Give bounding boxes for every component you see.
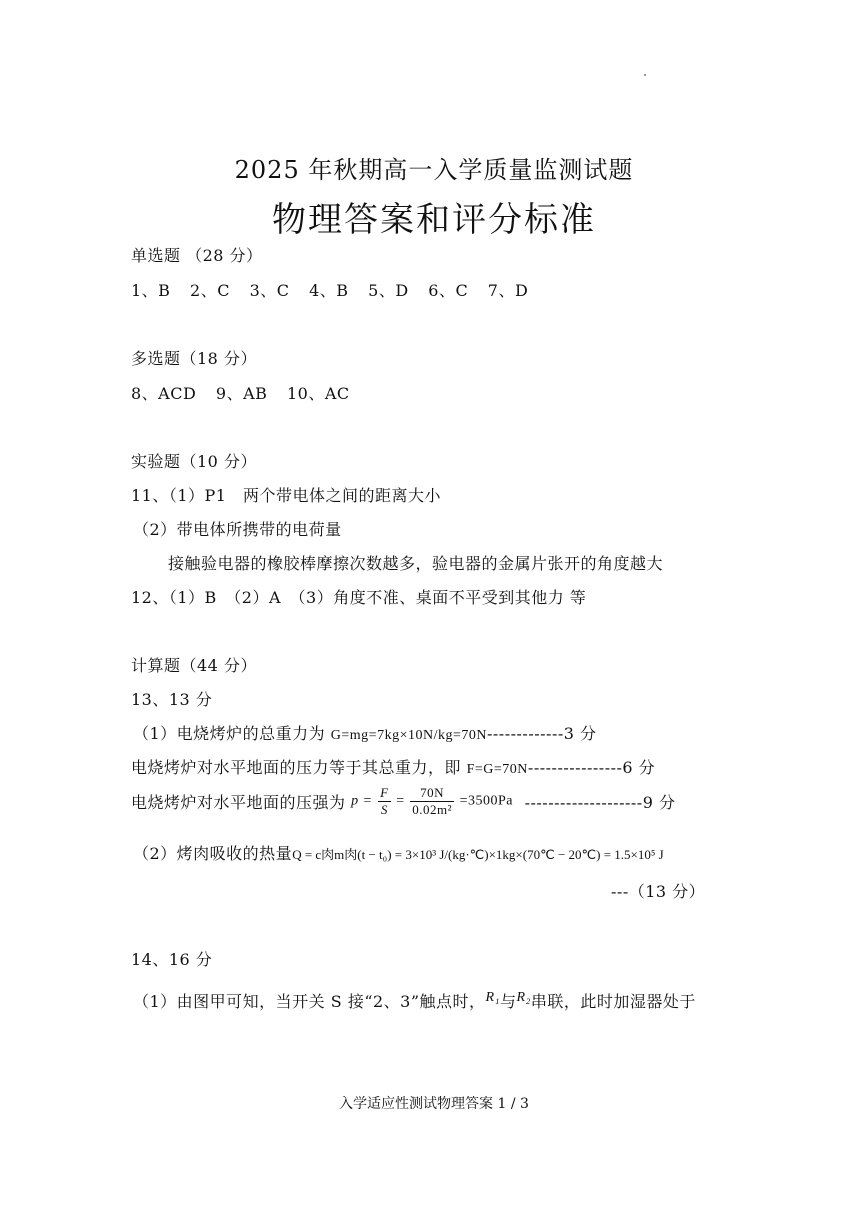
q13-pressure-symbol: p = — [351, 793, 373, 809]
q13-gravity-line — [133, 721, 597, 744]
answer-8: 8、ACD — [131, 384, 197, 403]
q13-heat-formula: Q = c肉m肉(t − t₀) = 3×10³ J/(kg·℃)×1kg×(70℃ − 20℃) = 1.5×10⁵ J — [292, 847, 664, 862]
q13-pressure-force-line — [131, 755, 655, 778]
fraction-numerator-70n: 70N — [410, 785, 454, 802]
fraction-numerator-f: F — [380, 785, 389, 800]
q13-heat-line — [133, 841, 664, 864]
q11-part1: 11、（1）P1 两个带电体之间的距离大小 — [131, 486, 441, 505]
calculation-header: 计算题（44 分） — [131, 656, 257, 675]
answer-6: 6、C — [428, 281, 469, 300]
answer-5: 5、D — [368, 281, 409, 300]
q13-force-text: 电烧烤炉对水平地面的压力等于其总重力，即 — [131, 758, 467, 777]
q12-answers: 12、（1）B （2）A （3）角度不准、桌面不平受到其他力 等 — [131, 588, 587, 607]
exam-title: 2025 年秋期高一入学质量监测试题 — [234, 156, 634, 184]
q13-pressure-text: 电烧烤炉对水平地面的压强为 — [131, 793, 346, 812]
q13-equals: = — [396, 793, 405, 809]
single-choice-answers — [131, 278, 528, 301]
fraction-denominator-area: 0.02m² — [412, 802, 452, 817]
answer-title: 物理答案和评分标准 — [272, 200, 596, 240]
answer-9: 9、AB — [215, 384, 268, 403]
single-choice-header: 单选题 （28 分） — [131, 246, 263, 265]
scan-dot — [644, 74, 646, 76]
q13-fraction-values — [410, 785, 454, 818]
q13-pressure-score: --------------------9 分 — [524, 793, 676, 812]
q13-gravity-text: （1）电烧烤炉的总重力为 — [133, 724, 331, 743]
q14-r2: R₂ — [516, 990, 531, 1005]
answer-10: 10、AC — [287, 384, 350, 403]
answer-7: 7、D — [487, 281, 529, 300]
q13-pressure-line — [131, 785, 675, 818]
q13-header: 13、13 分 — [131, 690, 213, 709]
q11-part2: （2）带电体所携带的电荷量 — [133, 520, 342, 539]
q13-fraction-f-over-s — [378, 785, 390, 818]
q11-explanation: 接触验电器的橡胶棒摩擦次数越多，验电器的金属片张开的角度越大 — [168, 554, 664, 573]
q13-pressure-result: =3500Pa — [459, 793, 513, 809]
q13-total-score: ---（13 分） — [611, 882, 706, 901]
q13-force-formula: F=G=70N — [466, 762, 528, 777]
q14-header: 14、16 分 — [131, 950, 213, 969]
q14-text-b: 与 — [499, 992, 517, 1011]
answer-2: 2、C — [190, 281, 230, 300]
q13-gravity-formula: G=mg=7kg×10N/kg=70N — [330, 728, 487, 743]
answer-3: 3、C — [249, 281, 290, 300]
q14-text-c: 串联，此时加湿器处于 — [530, 992, 696, 1011]
fraction-denominator-s: S — [380, 802, 388, 817]
answer-1: 1、B — [131, 281, 171, 300]
multiple-choice-answers — [131, 381, 350, 404]
q14-r1: R₁ — [485, 990, 500, 1005]
answer-4: 4、B — [309, 281, 349, 300]
q13-heat-text: （2）烤肉吸收的热量 — [133, 844, 293, 863]
q14-text-a: （1）由图甲可知，当开关 S 接“2、3”触点时， — [133, 992, 486, 1011]
multiple-choice-header: 多选题（18 分） — [131, 349, 257, 368]
page-footer: 入学适应性测试物理答案 1 / 3 — [339, 1096, 529, 1112]
q14-part1-line — [133, 989, 696, 1012]
q13-gravity-score: -------------3 分 — [486, 724, 597, 743]
q13-force-score: ----------------6 分 — [527, 758, 656, 777]
experiment-header: 实验题（10 分） — [131, 452, 257, 471]
